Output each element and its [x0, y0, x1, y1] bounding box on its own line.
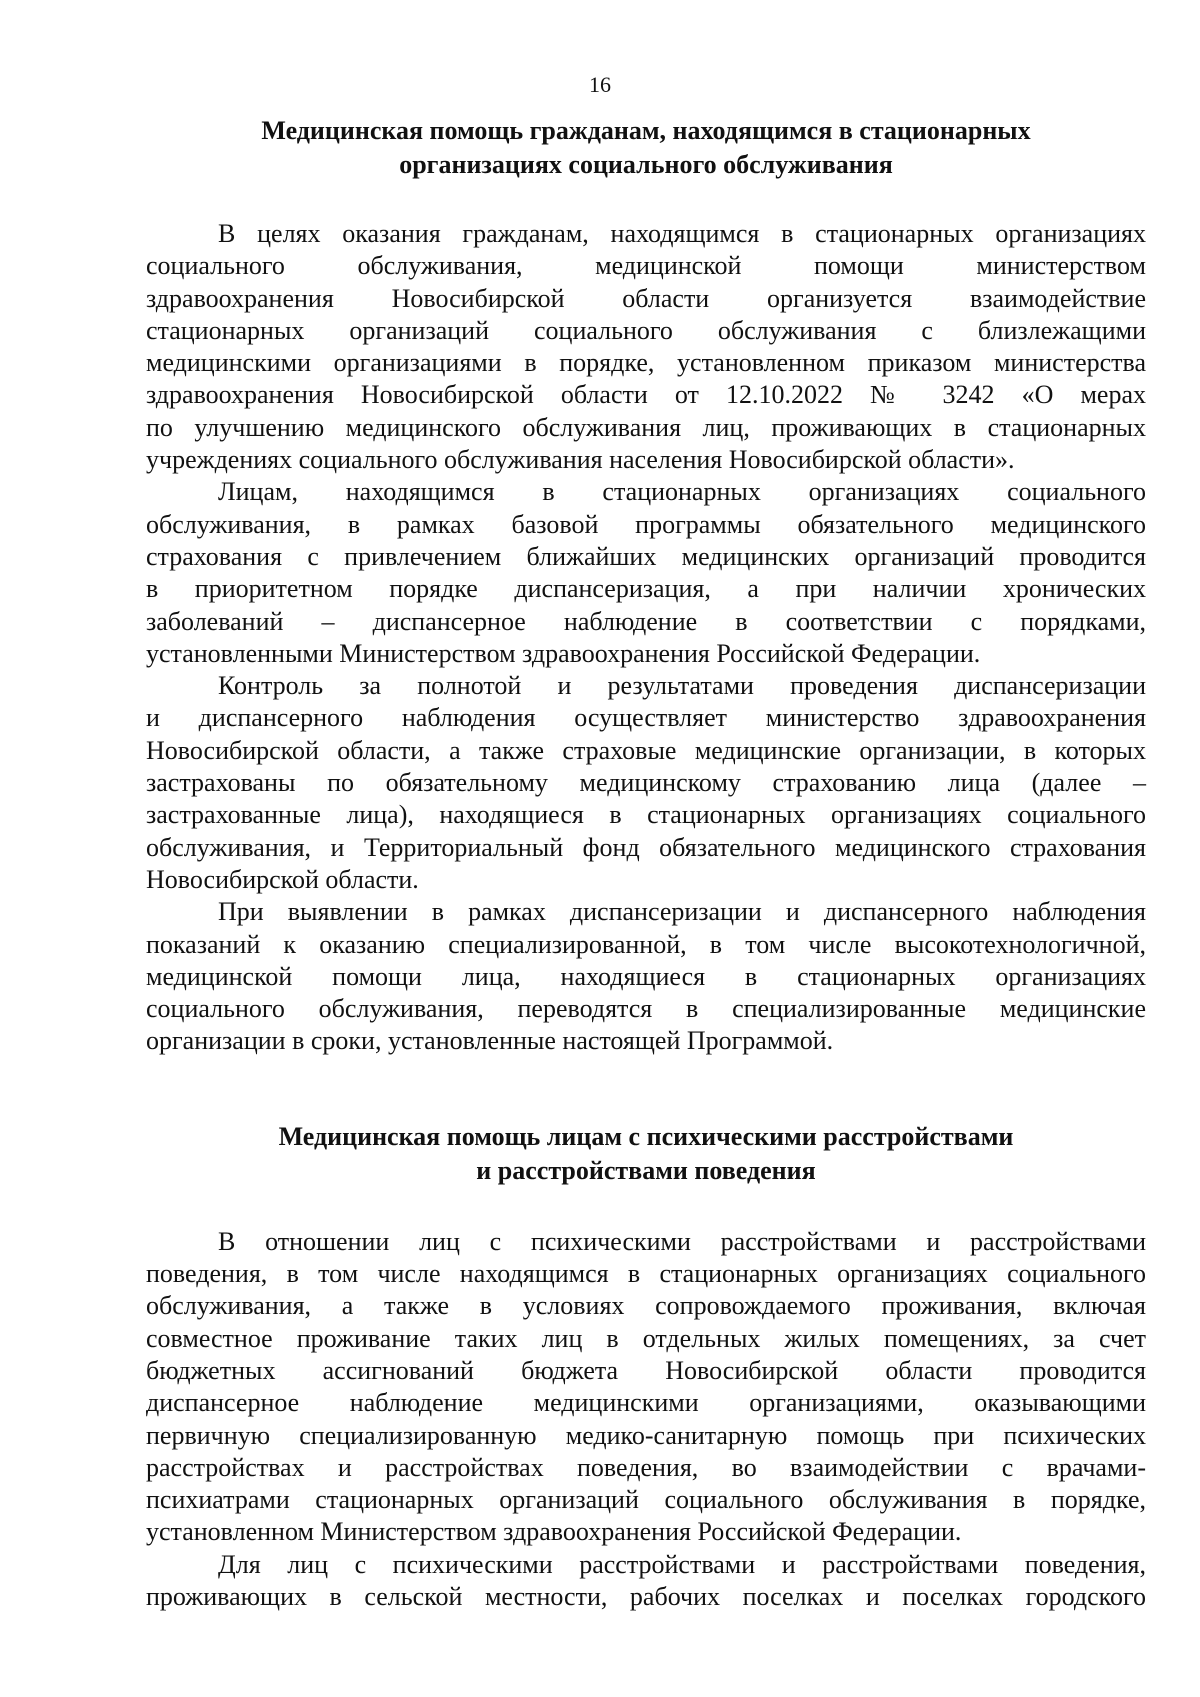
text-line: застрахованные лица), находящиеся в стационарных организациях социального	[146, 800, 1146, 830]
text-line: установленными Министерством здравоохранения Российской Федерации.	[146, 638, 981, 668]
text-line: установленном Министерством здравоохранения Российской Федерации.	[146, 1517, 962, 1547]
paragraph	[146, 1226, 1146, 1549]
text-line: заболеваний – диспансерное наблюдение в соответствии с порядками,	[146, 606, 1146, 636]
text-line: страхования с привлечением ближайших медицинских организаций проводится	[146, 541, 1146, 571]
text-line: медицинскими организациями в порядке, установленном приказом министерства	[146, 348, 1146, 378]
text-line: организации в сроки, установленные настоящей Программой.	[146, 1026, 834, 1056]
text-line: учреждениях социального обслуживания населения Новосибирской области».	[146, 445, 1015, 475]
text-line: проживающих в сельской местности, рабочих поселках и поселках городского	[146, 1581, 1146, 1611]
text-line: здравоохранения Новосибирской области от 12.10.2022 № 3242 «О мерах	[146, 380, 1146, 410]
text-line: В целях оказания гражданам, находящимся в стационарных организациях	[218, 219, 1146, 248]
paragraph	[146, 476, 1146, 670]
text-line: бюджетных ассигнований бюджета Новосибирской области проводится	[146, 1355, 1146, 1385]
text-line: психиатрами стационарных организаций социального обслуживания в порядке,	[146, 1485, 1146, 1515]
page-number: 16	[589, 72, 611, 97]
text-line: Для лиц с психическими расстройствами и расстройствами поведения,	[218, 1549, 1146, 1579]
text-line: первичную специализированную медико-санитарную помощь при психических	[146, 1420, 1146, 1450]
text-line: обслуживания, и Территориальный фонд обязательного медицинского страхования	[146, 832, 1146, 862]
heading-line: и расстройствами поведения	[476, 1155, 816, 1185]
text-line: В отношении лиц с психическими расстройствами и расстройствами	[218, 1226, 1146, 1256]
paragraph	[146, 1549, 1146, 1614]
text-line: по улучшению медицинского обслуживания лиц, проживающих в стационарных	[146, 412, 1146, 442]
text-line: социального обслуживания, медицинской помощи министерством	[146, 251, 1146, 281]
text-line: медицинской помощи лица, находящиеся в стационарных организациях	[146, 961, 1146, 991]
paragraph	[146, 896, 1146, 1057]
text-line: При выявлении в рамках диспансеризации и диспансерного наблюдения	[218, 897, 1146, 927]
text-line: поведения, в том числе находящимся в стационарных организациях социального	[146, 1259, 1146, 1289]
text-line: Новосибирской области.	[146, 864, 419, 894]
text-line: в приоритетном порядке диспансеризация, а при наличии хронических	[146, 574, 1146, 604]
text-line: застрахованы по обязательному медицинскому страхованию лица (далее –	[146, 768, 1146, 798]
heading-line: Медицинская помощь гражданам, находящимся в стационарных	[261, 116, 1031, 145]
text-line: Контроль за полнотой и результатами проведения диспансеризации	[218, 671, 1146, 701]
text-line: и диспансерного наблюдения осуществляет министерство здравоохранения	[146, 703, 1146, 733]
text-line: Новосибирской области, а также страховые медицинские организации, в которых	[146, 735, 1146, 765]
text-line: социального обслуживания, переводятся в специализированные медицинские	[146, 994, 1146, 1024]
heading-line: организациях социального обслуживания	[399, 150, 893, 179]
text-line: здравоохранения Новосибирской области организуется взаимодействие	[146, 283, 1146, 313]
text-line: стационарных организаций социального обслуживания с близлежащими	[146, 315, 1146, 345]
page-content	[146, 114, 1146, 1613]
text-line: обслуживания, в рамках базовой программы обязательного медицинского	[146, 509, 1146, 539]
paragraph	[146, 670, 1146, 896]
paragraph	[146, 218, 1146, 476]
text-line: Лицам, находящимся в стационарных организациях социального	[218, 477, 1146, 507]
text-line: совместное проживание таких лиц в отдельных жилых помещениях, за счет	[146, 1323, 1146, 1353]
text-line: обслуживания, а также в условиях сопровождаемого проживания, включая	[146, 1291, 1146, 1321]
text-line: расстройствах и расстройствах поведения, во взаимодействии с врачами-	[146, 1452, 1146, 1482]
heading-line: Медицинская помощь лицам с психическими расстройствами	[278, 1121, 1014, 1151]
section-heading	[146, 1120, 1146, 1188]
text-line: показаний к оказанию специализированной, в том числе высокотехнологичной,	[146, 929, 1146, 959]
text-line: диспансерное наблюдение медицинскими организациями, оказывающими	[146, 1388, 1146, 1418]
section-heading	[146, 114, 1146, 182]
